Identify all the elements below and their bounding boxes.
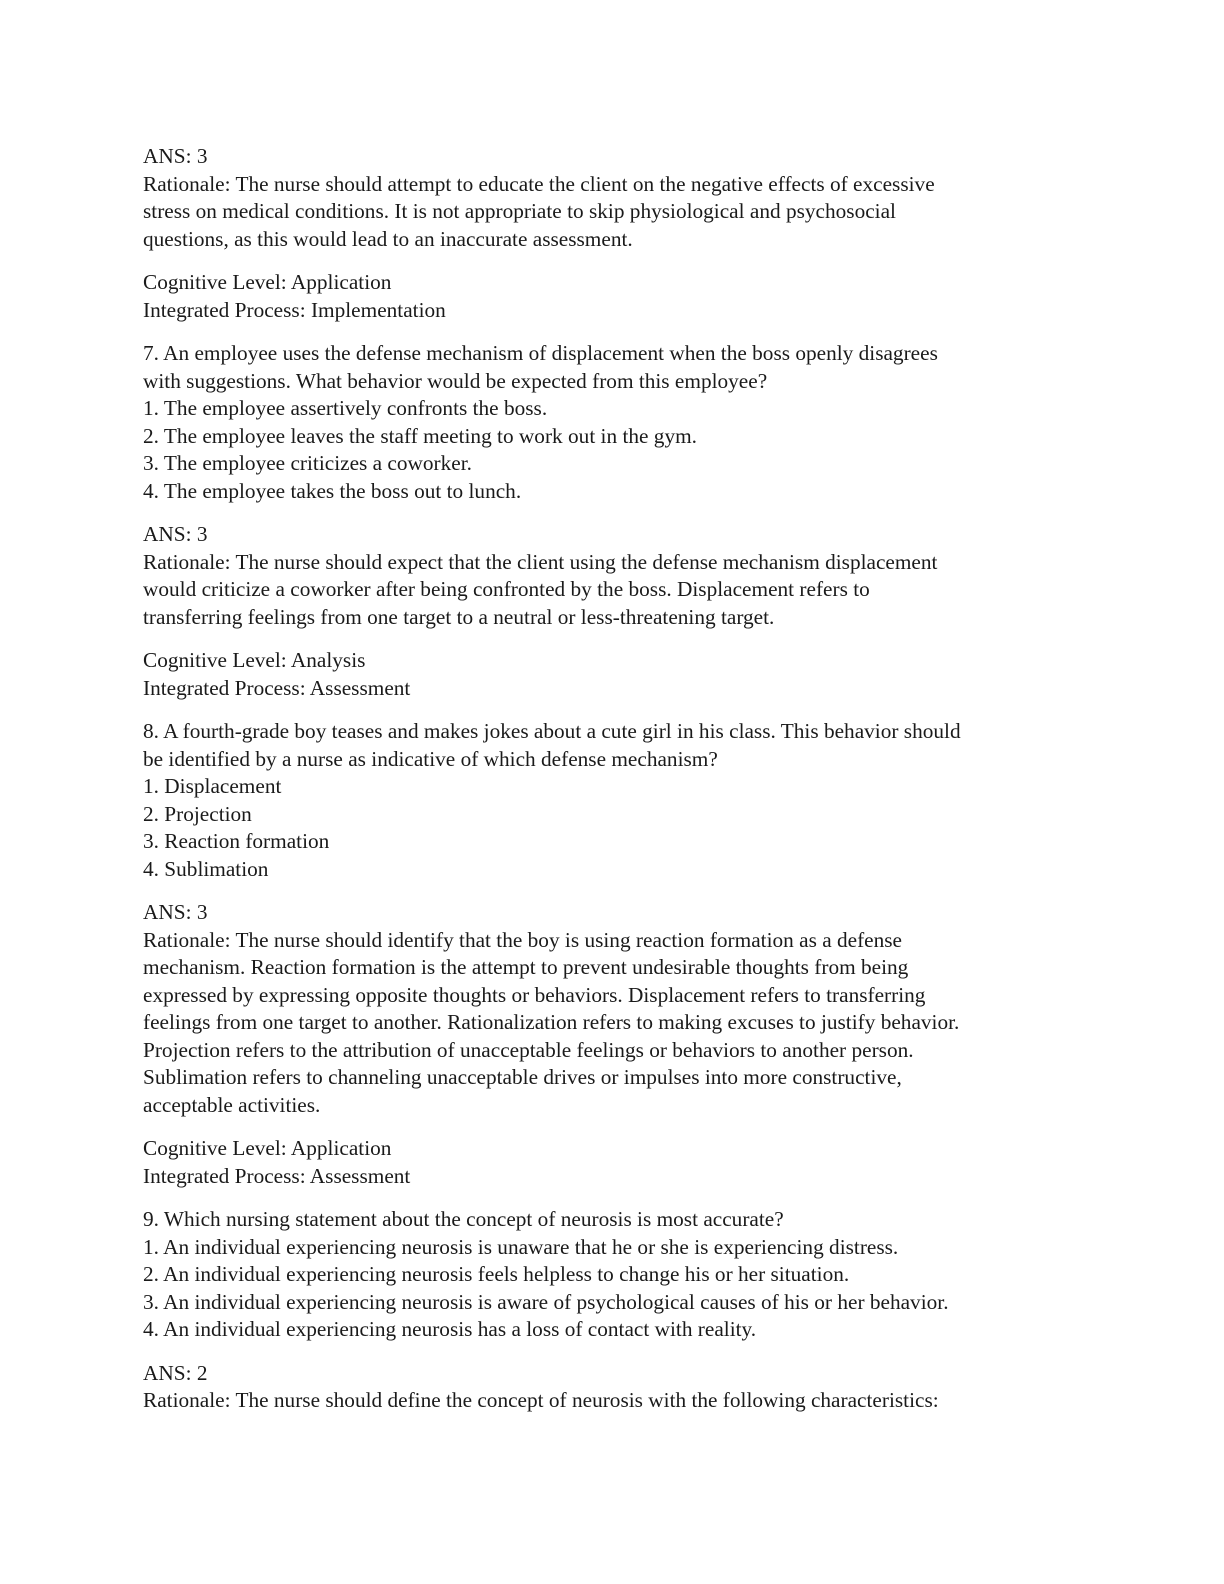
answer-block-9: [143, 1360, 1083, 1415]
answer-option: 4. An individual experiencing neurosis has a loss of contact with reality.: [143, 1317, 757, 1341]
rationale-line: questions, as this would lead to an inaccurate assessment.: [143, 226, 633, 251]
spacer: [143, 1190, 1083, 1206]
question-stem: 7. An employee uses the defense mechanism of displacement when the boss openly disagrees: [143, 341, 938, 365]
cognitive-level: Cognitive Level: Analysis: [143, 648, 366, 672]
integrated-process: Integrated Process: Assessment: [143, 1163, 411, 1188]
question-8: [143, 718, 1083, 883]
answer-option: 2. An individual experiencing neurosis feels helpless to change his or her situation.: [143, 1262, 850, 1286]
rationale-line: Rationale: The nurse should expect that the client using the defense mechanism displacement: [143, 549, 938, 574]
answer-block-6: [143, 143, 1083, 253]
question-stem: with suggestions. What behavior would be expected from this employee?: [143, 368, 768, 393]
rationale-line: Rationale: The nurse should define the concept of neurosis with the following characteristics:: [143, 1388, 939, 1412]
answer-option: 4. Sublimation: [143, 856, 269, 881]
integrated-process: Integrated Process: Implementation: [143, 297, 446, 322]
question-stem: 9. Which nursing statement about the concept of neurosis is most accurate?: [143, 1207, 784, 1231]
answer-block-7: [143, 521, 1083, 631]
answer-key: ANS: 3: [143, 144, 208, 168]
spacer: [143, 505, 1083, 521]
rationale-line: transferring feelings from one target to a neutral or less-threatening target.: [143, 604, 775, 629]
rationale-line: would criticize a coworker after being confronted by the boss. Displacement refers to: [143, 577, 870, 601]
spacer: [143, 1119, 1083, 1135]
answer-option: 3. The employee criticizes a coworker.: [143, 451, 472, 475]
spacer: [143, 702, 1083, 718]
meta-block-7: [143, 647, 1083, 702]
question-7: [143, 340, 1083, 505]
rationale-line: mechanism. Reaction formation is the attempt to prevent undesirable thoughts from being: [143, 955, 909, 979]
rationale-line: feelings from one target to another. Rationalization refers to making excuses to justify behavior.: [143, 1010, 960, 1034]
rationale-line: Rationale: The nurse should attempt to educate the client on the negative effects of excessive: [143, 171, 935, 196]
answer-block-8: [143, 899, 1083, 1119]
answer-option: 1. An individual experiencing neurosis is unaware that he or she is experiencing distress.: [143, 1234, 899, 1259]
answer-key: ANS: 3: [143, 522, 208, 546]
rationale-line: stress on medical conditions. It is not appropriate to skip physiological and psychosocial: [143, 199, 896, 223]
cognitive-level: Cognitive Level: Application: [143, 270, 392, 294]
document-page: [143, 143, 1083, 1415]
answer-key: ANS: 2: [143, 1360, 208, 1385]
answer-option: 1. Displacement: [143, 774, 282, 798]
cognitive-level: Cognitive Level: Application: [143, 1136, 392, 1160]
answer-option: 1. The employee assertively confronts the boss.: [143, 396, 548, 420]
meta-block-8: [143, 1135, 1083, 1190]
spacer: [143, 253, 1083, 269]
answer-option: 2. The employee leaves the staff meeting to work out in the gym.: [143, 423, 697, 448]
spacer: [143, 631, 1083, 647]
question-stem: 8. A fourth-grade boy teases and makes jokes about a cute girl in his class. This behavior should: [143, 719, 961, 743]
question-stem: be identified by a nurse as indicative of which defense mechanism?: [143, 746, 718, 771]
rationale-line: Projection refers to the attribution of unacceptable feelings or behaviors to another person.: [143, 1037, 914, 1062]
answer-option: 3. An individual experiencing neurosis is aware of psychological causes of his or her behavior.: [143, 1289, 949, 1314]
spacer: [143, 883, 1083, 899]
answer-option: 3. Reaction formation: [143, 829, 330, 853]
spacer: [143, 1344, 1083, 1360]
answer-key: ANS: 3: [143, 900, 208, 924]
rationale-line: acceptable activities.: [143, 1092, 321, 1117]
integrated-process: Integrated Process: Assessment: [143, 675, 411, 700]
rationale-line: expressed by expressing opposite thoughts or behaviors. Displacement refers to transferring: [143, 982, 926, 1007]
rationale-line: Sublimation refers to channeling unacceptable drives or impulses into more constructive,: [143, 1065, 902, 1089]
meta-block-6: [143, 269, 1083, 324]
rationale-line: Rationale: The nurse should identify that the boy is using reaction formation as a defense: [143, 927, 903, 952]
answer-option: 4. The employee takes the boss out to lunch.: [143, 478, 522, 503]
question-9: [143, 1206, 1083, 1344]
answer-option: 2. Projection: [143, 801, 252, 826]
spacer: [143, 324, 1083, 340]
